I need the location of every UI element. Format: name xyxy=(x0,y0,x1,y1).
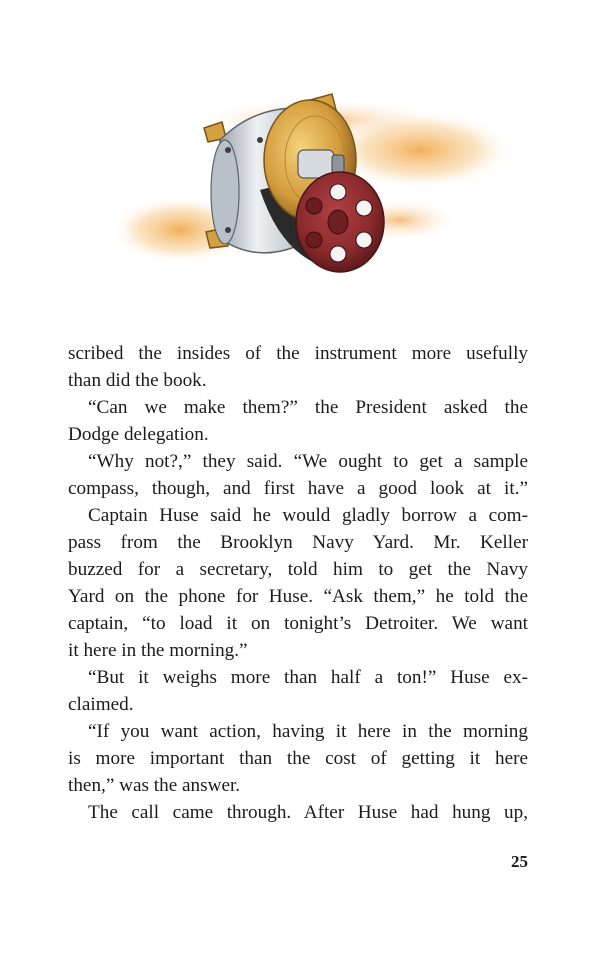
page-number: 25 xyxy=(511,852,528,871)
body-line: Dodge delegation. xyxy=(68,424,209,445)
body-line: then,” was the answer. xyxy=(68,775,241,796)
gyrocompass-illustration xyxy=(110,80,510,300)
body-line: compass, though, and first have a good look at it.” xyxy=(68,478,528,499)
body-text xyxy=(68,340,528,826)
body-line: scribed the insides of the instrument more usefully xyxy=(68,343,528,364)
body-line: is more important than the cost of getting it here xyxy=(68,748,528,769)
body-line: Captain Huse said he would gladly borrow a com- xyxy=(88,505,528,526)
body-line: pass from the Brooklyn Navy Yard. Mr. Keller xyxy=(68,532,528,553)
body-line: “Can we make them?” the President asked the xyxy=(88,397,528,418)
body-line: it here in the morning.” xyxy=(68,640,248,661)
body-line: The call came through. After Huse had hung up, xyxy=(88,802,528,823)
body-line: “If you want action, having it here in the morning xyxy=(88,721,528,742)
body-line: “But it weighs more than half a ton!” Huse ex- xyxy=(88,667,528,688)
body-line: buzzed for a secretary, told him to get the Navy xyxy=(68,559,528,580)
body-line: captain, “to load it on tonight’s Detroiter. We want xyxy=(68,613,528,634)
body-line: “Why not?,” they said. “We ought to get a sample xyxy=(88,451,528,472)
body-line: claimed. xyxy=(68,694,134,715)
body-line: Yard on the phone for Huse. “Ask them,” he told the xyxy=(68,586,528,607)
body-line: than did the book. xyxy=(68,370,207,391)
